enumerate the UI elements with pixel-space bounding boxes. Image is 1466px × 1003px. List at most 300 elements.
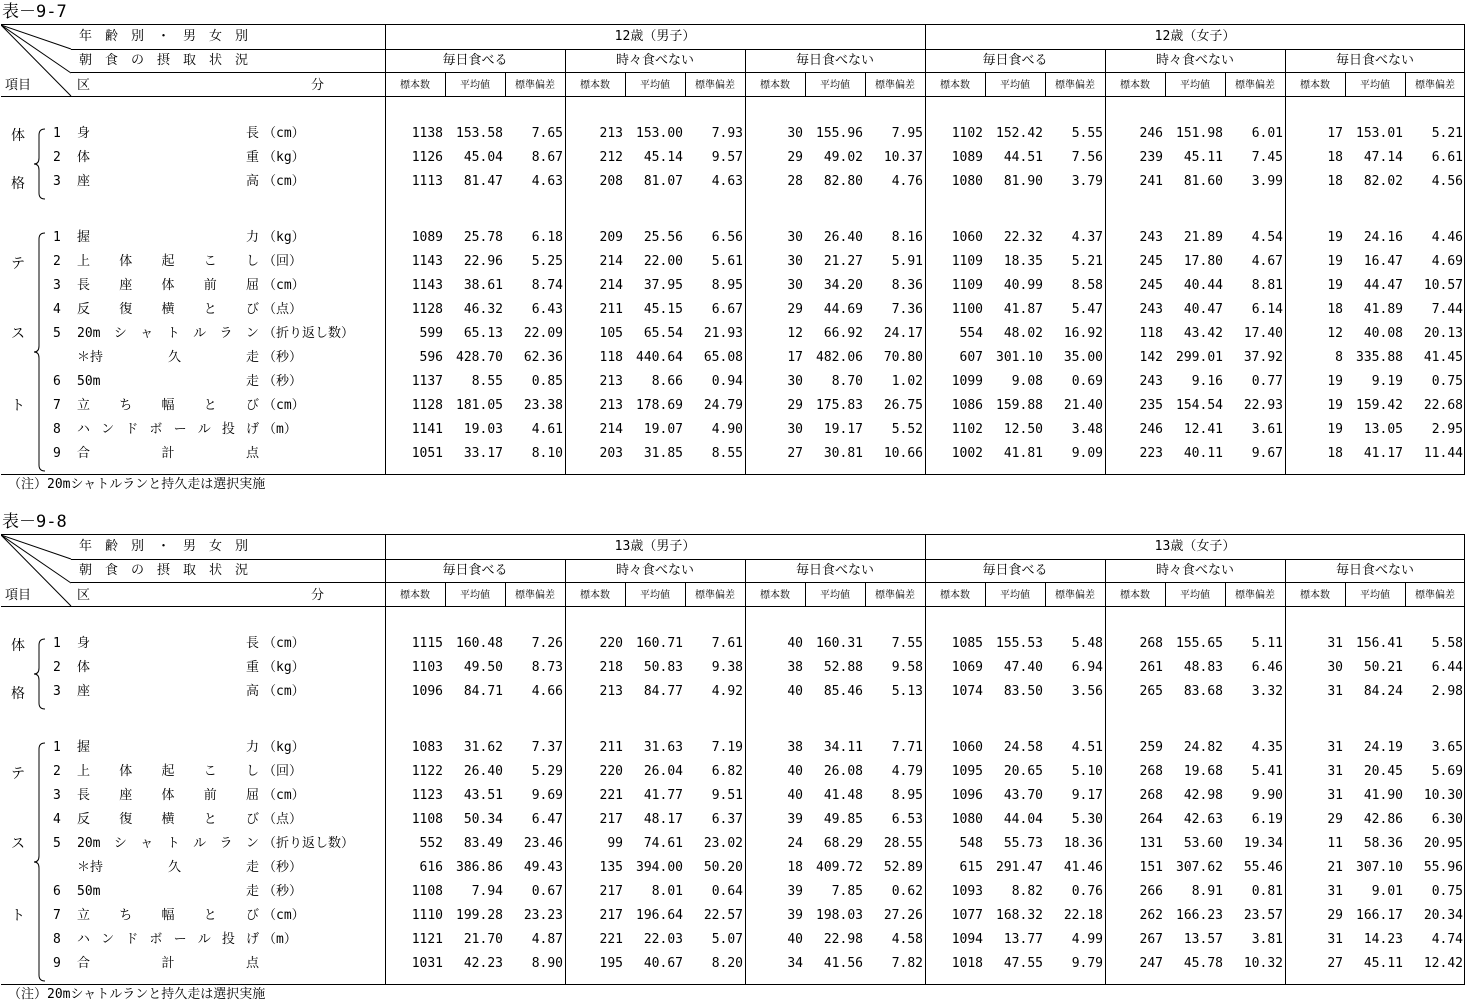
sample-count: 39 — [787, 908, 803, 923]
row-number: 1 — [53, 740, 61, 755]
std-dev: 1.02 — [891, 374, 923, 389]
std-dev: 27.26 — [883, 908, 923, 923]
header-label-age-sex: 年 齢 別 ・ 男 女 別 — [79, 539, 249, 554]
mean-value: 175.83 — [816, 398, 863, 413]
sample-count: 31 — [1327, 636, 1343, 651]
column-header: 標本数 — [1300, 590, 1330, 601]
sample-count: 39 — [787, 812, 803, 827]
std-dev: 10.30 — [1423, 788, 1463, 803]
sample-count: 1089 — [411, 230, 443, 245]
item-name — [77, 836, 259, 852]
std-dev: 11.44 — [1423, 446, 1463, 461]
sample-count: 39 — [787, 884, 803, 899]
mean-value: 22.03 — [643, 932, 683, 947]
sample-count: 1103 — [411, 660, 443, 675]
item-name-char: ち — [119, 398, 133, 413]
std-dev: 3.56 — [1071, 684, 1103, 699]
std-dev: 28.55 — [883, 836, 923, 851]
item-name-char: 横 — [161, 812, 175, 827]
item-name-char: ボ — [149, 422, 163, 437]
item-name-char: 走 — [245, 860, 259, 875]
std-dev: 4.74 — [1431, 932, 1463, 947]
mean-value: 49.02 — [823, 150, 863, 165]
row-number: 7 — [53, 398, 61, 413]
mean-value: 31.63 — [643, 740, 683, 755]
sample-count: 1109 — [951, 254, 983, 269]
mean-value: 14.23 — [1363, 932, 1403, 947]
header-label-bun: 分 — [311, 588, 325, 603]
item-name-char: 50m — [77, 374, 101, 389]
sample-count: 151 — [1139, 860, 1163, 875]
row-number: 3 — [53, 684, 61, 699]
std-dev: 22.93 — [1243, 398, 1283, 413]
item-name-char: び — [245, 908, 259, 923]
mean-value: 19.03 — [463, 422, 503, 437]
std-dev: 21.93 — [703, 326, 743, 341]
item-name-char: 投 — [221, 932, 235, 947]
item-name-char: と — [203, 812, 217, 827]
mean-value: 24.16 — [1363, 230, 1403, 245]
std-dev: 3.81 — [1251, 932, 1283, 947]
mean-value: 9.08 — [1011, 374, 1043, 389]
item-name — [77, 684, 259, 700]
sample-count: 21 — [1327, 860, 1343, 875]
std-dev: 5.10 — [1071, 764, 1103, 779]
item-name — [77, 740, 259, 756]
mean-value: 41.77 — [643, 788, 683, 803]
mean-value: 26.40 — [463, 764, 503, 779]
mean-value: 41.81 — [1003, 446, 1043, 461]
sample-count: 213 — [599, 684, 623, 699]
std-dev: 4.66 — [531, 684, 563, 699]
std-dev: 6.94 — [1071, 660, 1103, 675]
column-header: 標本数 — [1300, 80, 1330, 91]
table-title: 表－9-7 — [2, 2, 67, 22]
sample-count: 31 — [1327, 788, 1343, 803]
mean-value: 24.58 — [1003, 740, 1043, 755]
item-name-char: 体 — [119, 254, 133, 269]
item-name — [77, 764, 259, 780]
sample-count: 38 — [787, 660, 803, 675]
std-dev: 6.44 — [1431, 660, 1463, 675]
column-header: 標準偏差 — [1415, 80, 1455, 91]
std-dev: 6.53 — [891, 812, 923, 827]
column-header: 標準偏差 — [875, 80, 915, 91]
std-dev: 7.26 — [531, 636, 563, 651]
table-row — [1, 374, 1464, 398]
sample-count: 1143 — [411, 278, 443, 293]
mean-value: 166.17 — [1356, 908, 1403, 923]
item-name-char: 体 — [119, 764, 133, 779]
table-row — [1, 932, 1464, 956]
sample-count: 243 — [1139, 302, 1163, 317]
mean-value: 37.95 — [643, 278, 683, 293]
sample-count: 214 — [599, 278, 623, 293]
std-dev: 4.51 — [1071, 740, 1103, 755]
mean-value: 40.67 — [643, 956, 683, 971]
std-dev: 5.55 — [1071, 126, 1103, 141]
unit-label: （cm） — [263, 684, 305, 699]
mean-value: 301.10 — [996, 350, 1043, 365]
std-dev: 5.25 — [531, 254, 563, 269]
sample-count: 31 — [1327, 684, 1343, 699]
item-name — [77, 302, 259, 318]
mean-value: 42.86 — [1363, 812, 1403, 827]
mean-value: 40.47 — [1183, 302, 1223, 317]
column-header: 平均値 — [1180, 80, 1210, 91]
item-name — [77, 812, 259, 828]
item-name-char: ハ — [77, 932, 91, 947]
sample-count: 213 — [599, 374, 623, 389]
item-name-char: 長 — [245, 636, 259, 651]
sample-count: 24 — [787, 836, 803, 851]
mean-value: 18.35 — [1003, 254, 1043, 269]
mean-value: 46.32 — [463, 302, 503, 317]
subgroup-header: 毎日食べない — [1335, 53, 1414, 68]
mean-value: 156.41 — [1356, 636, 1403, 651]
mean-value: 26.04 — [643, 764, 683, 779]
std-dev: 7.93 — [711, 126, 743, 141]
mean-value: 12.50 — [1003, 422, 1043, 437]
item-name-char: と — [203, 908, 217, 923]
mean-value: 26.40 — [823, 230, 863, 245]
std-dev: 6.01 — [1251, 126, 1283, 141]
mean-value: 84.77 — [643, 684, 683, 699]
sample-count: 40 — [787, 932, 803, 947]
row-number: 2 — [53, 660, 61, 675]
sample-count: 118 — [1139, 326, 1163, 341]
std-dev: 5.41 — [1251, 764, 1283, 779]
item-name-char: 握 — [77, 740, 91, 755]
std-dev: 5.11 — [1251, 636, 1283, 651]
mean-value: 9.16 — [1191, 374, 1223, 389]
sample-count: 27 — [787, 446, 803, 461]
mean-value: 41.89 — [1363, 302, 1403, 317]
std-dev: 8.55 — [711, 446, 743, 461]
mean-value: 43.42 — [1183, 326, 1223, 341]
mean-value: 409.72 — [816, 860, 863, 875]
mean-value: 42.63 — [1183, 812, 1223, 827]
table-row — [1, 908, 1464, 932]
std-dev: 4.99 — [1071, 932, 1103, 947]
std-dev: 0.76 — [1071, 884, 1103, 899]
mean-value: 48.02 — [1003, 326, 1043, 341]
std-dev: 24.79 — [703, 398, 743, 413]
row-number: 2 — [53, 764, 61, 779]
item-name-char: 身 — [77, 126, 91, 141]
item-name-char: 幅 — [161, 398, 175, 413]
mean-value: 45.11 — [1183, 150, 1223, 165]
std-dev: 0.85 — [531, 374, 563, 389]
table-row — [1, 350, 1464, 374]
unit-label: （秒） — [263, 860, 303, 875]
mean-value: 52.88 — [823, 660, 863, 675]
mean-value: 386.86 — [456, 860, 503, 875]
table-row — [1, 446, 1464, 470]
item-name-char: 走 — [245, 350, 259, 365]
std-dev: 10.32 — [1243, 956, 1283, 971]
sample-count: 30 — [787, 278, 803, 293]
header-rule — [71, 559, 1464, 560]
sample-count: 239 — [1139, 150, 1163, 165]
mean-value: 49.85 — [823, 812, 863, 827]
mean-value: 20.45 — [1363, 764, 1403, 779]
mean-value: 38.61 — [463, 278, 503, 293]
item-name — [77, 230, 259, 246]
column-header: 標準偏差 — [1415, 590, 1455, 601]
item-name — [77, 660, 259, 676]
subgroup-header: 毎日食べない — [1335, 563, 1414, 578]
header-label-breakfast: 朝 食 の 摂 取 状 況 — [79, 563, 249, 578]
column-header: 標準偏差 — [695, 80, 735, 91]
mean-value: 22.98 — [823, 932, 863, 947]
unit-label: （cm） — [263, 788, 305, 803]
mean-value: 40.08 — [1363, 326, 1403, 341]
std-dev: 12.42 — [1423, 956, 1463, 971]
std-dev: 7.19 — [711, 740, 743, 755]
sample-count: 118 — [599, 350, 623, 365]
column-header: 標本数 — [400, 590, 430, 601]
item-name-char: 長 — [245, 126, 259, 141]
sample-count: 261 — [1139, 660, 1163, 675]
item-name — [77, 254, 259, 270]
item-name-char: 起 — [161, 764, 175, 779]
sample-count: 1031 — [411, 956, 443, 971]
mean-value: 21.70 — [463, 932, 503, 947]
item-name — [77, 278, 259, 294]
item-name-char: び — [245, 812, 259, 827]
std-dev: 9.58 — [891, 660, 923, 675]
sample-count: 245 — [1139, 278, 1163, 293]
sample-count: 195 — [599, 956, 623, 971]
sample-count: 1051 — [411, 446, 443, 461]
std-dev: 55.46 — [1243, 860, 1283, 875]
mean-value: 74.61 — [643, 836, 683, 851]
sample-count: 38 — [787, 740, 803, 755]
std-dev: 9.90 — [1251, 788, 1283, 803]
item-name-char: 復 — [119, 302, 133, 317]
std-dev: 10.37 — [883, 150, 923, 165]
unit-label: （回） — [263, 254, 303, 269]
sample-count: 264 — [1139, 812, 1163, 827]
std-dev: 50.20 — [703, 860, 743, 875]
column-header: 標準偏差 — [515, 80, 555, 91]
row-number: 4 — [53, 302, 61, 317]
sample-count: 30 — [787, 230, 803, 245]
std-dev: 4.92 — [711, 684, 743, 699]
sample-count: 1085 — [951, 636, 983, 651]
table-row — [1, 740, 1464, 764]
std-dev: 3.32 — [1251, 684, 1283, 699]
item-name-char: 上 — [77, 254, 91, 269]
row-number: 3 — [53, 278, 61, 293]
table-row — [1, 860, 1464, 884]
sample-count: 246 — [1139, 422, 1163, 437]
item-name-char: 重 — [245, 150, 259, 165]
section-label-char: 格 — [11, 176, 25, 192]
item-name-char: ラ — [219, 836, 233, 851]
row-number: 9 — [53, 446, 61, 461]
mean-value: 81.90 — [1003, 174, 1043, 189]
sample-count: 223 — [1139, 446, 1163, 461]
mean-value: 55.73 — [1003, 836, 1043, 851]
sample-count: 262 — [1139, 908, 1163, 923]
item-name-char: 握 — [77, 230, 91, 245]
table-row — [1, 956, 1464, 980]
std-dev: 4.56 — [1431, 174, 1463, 189]
item-name — [77, 636, 259, 652]
std-dev: 19.34 — [1243, 836, 1283, 851]
row-number: 3 — [53, 174, 61, 189]
std-dev: 17.40 — [1243, 326, 1283, 341]
mean-value: 25.56 — [643, 230, 683, 245]
mean-value: 196.64 — [636, 908, 683, 923]
mean-value: 178.69 — [636, 398, 683, 413]
sample-count: 19 — [1327, 278, 1343, 293]
std-dev: 22.09 — [523, 326, 563, 341]
mean-value: 168.32 — [996, 908, 1043, 923]
item-name-char: 座 — [77, 684, 91, 699]
mean-value: 41.87 — [1003, 302, 1043, 317]
mean-value: 43.51 — [463, 788, 503, 803]
mean-value: 7.94 — [471, 884, 503, 899]
std-dev: 8.67 — [531, 150, 563, 165]
unit-label: （折り返し数） — [263, 326, 355, 341]
std-dev: 8.20 — [711, 956, 743, 971]
mean-value: 151.98 — [1176, 126, 1223, 141]
item-name-char: と — [203, 302, 217, 317]
std-dev: 4.76 — [891, 174, 923, 189]
table-row — [1, 174, 1464, 198]
column-header: 標準偏差 — [1235, 590, 1275, 601]
mean-value: 82.02 — [1363, 174, 1403, 189]
std-dev: 9.51 — [711, 788, 743, 803]
item-name-char: 計 — [161, 956, 175, 971]
sample-count: 1100 — [951, 302, 983, 317]
item-name-char: 計 — [161, 446, 175, 461]
sample-count: 221 — [599, 788, 623, 803]
item-name-char: 復 — [119, 812, 133, 827]
data-table — [1, 534, 1465, 985]
sample-count: 30 — [1327, 660, 1343, 675]
table-row — [1, 254, 1464, 278]
mean-value: 155.53 — [996, 636, 1043, 651]
mean-value: 44.69 — [823, 302, 863, 317]
mean-value: 58.36 — [1363, 836, 1403, 851]
mean-value: 45.11 — [1363, 956, 1403, 971]
item-name-char: 立 — [77, 908, 91, 923]
item-name-char: ン — [101, 932, 115, 947]
mean-value: 153.58 — [456, 126, 503, 141]
std-dev: 0.75 — [1431, 374, 1463, 389]
item-name — [77, 174, 259, 190]
subgroup-header: 毎日食べない — [795, 53, 874, 68]
mean-value: 428.70 — [456, 350, 503, 365]
mean-value: 299.01 — [1176, 350, 1223, 365]
item-name-char: 長 — [77, 788, 91, 803]
sample-count: 218 — [599, 660, 623, 675]
mean-value: 30.81 — [823, 446, 863, 461]
unit-label: （cm） — [263, 126, 305, 141]
item-name-char: び — [245, 302, 259, 317]
std-dev: 23.46 — [523, 836, 563, 851]
std-dev: 0.94 — [711, 374, 743, 389]
row-number: 9 — [53, 956, 61, 971]
item-name-char: 座 — [119, 278, 133, 293]
std-dev: 23.23 — [523, 908, 563, 923]
std-dev: 20.95 — [1423, 836, 1463, 851]
mean-value: 40.99 — [1003, 278, 1043, 293]
std-dev: 5.29 — [531, 764, 563, 779]
header-label-age-sex: 年 齢 別 ・ 男 女 別 — [79, 29, 249, 44]
sample-count: 1099 — [951, 374, 983, 389]
sample-count: 142 — [1139, 350, 1163, 365]
item-name-char: 高 — [245, 174, 259, 189]
std-dev: 62.36 — [523, 350, 563, 365]
std-dev: 23.38 — [523, 398, 563, 413]
unit-label: （cm） — [263, 908, 305, 923]
sample-count: 29 — [1327, 812, 1343, 827]
table-row — [1, 302, 1464, 326]
sample-count: 28 — [787, 174, 803, 189]
sample-count: 1096 — [411, 684, 443, 699]
item-name-char: 体 — [77, 150, 91, 165]
mean-value: 21.89 — [1183, 230, 1223, 245]
mean-value: 84.24 — [1363, 684, 1403, 699]
mean-value: 81.47 — [463, 174, 503, 189]
column-header: 標準偏差 — [1235, 80, 1275, 91]
std-dev: 7.45 — [1251, 150, 1283, 165]
mean-value: 160.48 — [456, 636, 503, 651]
column-header: 平均値 — [820, 590, 850, 601]
mean-value: 42.98 — [1183, 788, 1223, 803]
item-name-char: 反 — [77, 812, 91, 827]
sample-count: 268 — [1139, 764, 1163, 779]
sample-count: 265 — [1139, 684, 1163, 699]
std-dev: 8.10 — [531, 446, 563, 461]
sample-count: 1002 — [951, 446, 983, 461]
mean-value: 68.29 — [823, 836, 863, 851]
sample-count: 30 — [787, 254, 803, 269]
sample-count: 213 — [599, 398, 623, 413]
std-dev: 5.30 — [1071, 812, 1103, 827]
sample-count: 19 — [1327, 422, 1343, 437]
sample-count: 1141 — [411, 422, 443, 437]
unit-label: （m） — [263, 932, 297, 947]
unit-label: （kg） — [263, 660, 305, 675]
std-dev: 6.82 — [711, 764, 743, 779]
mean-value: 22.96 — [463, 254, 503, 269]
sample-count: 217 — [599, 812, 623, 827]
sample-count: 596 — [419, 350, 443, 365]
column-header: 標本数 — [580, 80, 610, 91]
std-dev: 4.63 — [531, 174, 563, 189]
mean-value: 159.42 — [1356, 398, 1403, 413]
std-dev: 7.61 — [711, 636, 743, 651]
item-name-char: こ — [203, 254, 217, 269]
mean-value: 24.19 — [1363, 740, 1403, 755]
sample-count: 548 — [959, 836, 983, 851]
mean-value: 335.88 — [1356, 350, 1403, 365]
item-name-char: ハ — [77, 422, 91, 437]
sample-count: 1089 — [951, 150, 983, 165]
std-dev: 7.36 — [891, 302, 923, 317]
std-dev: 4.37 — [1071, 230, 1103, 245]
group-header: 12歳（男子） — [614, 29, 696, 44]
mean-value: 13.05 — [1363, 422, 1403, 437]
mean-value: 22.32 — [1003, 230, 1043, 245]
std-dev: 5.07 — [711, 932, 743, 947]
